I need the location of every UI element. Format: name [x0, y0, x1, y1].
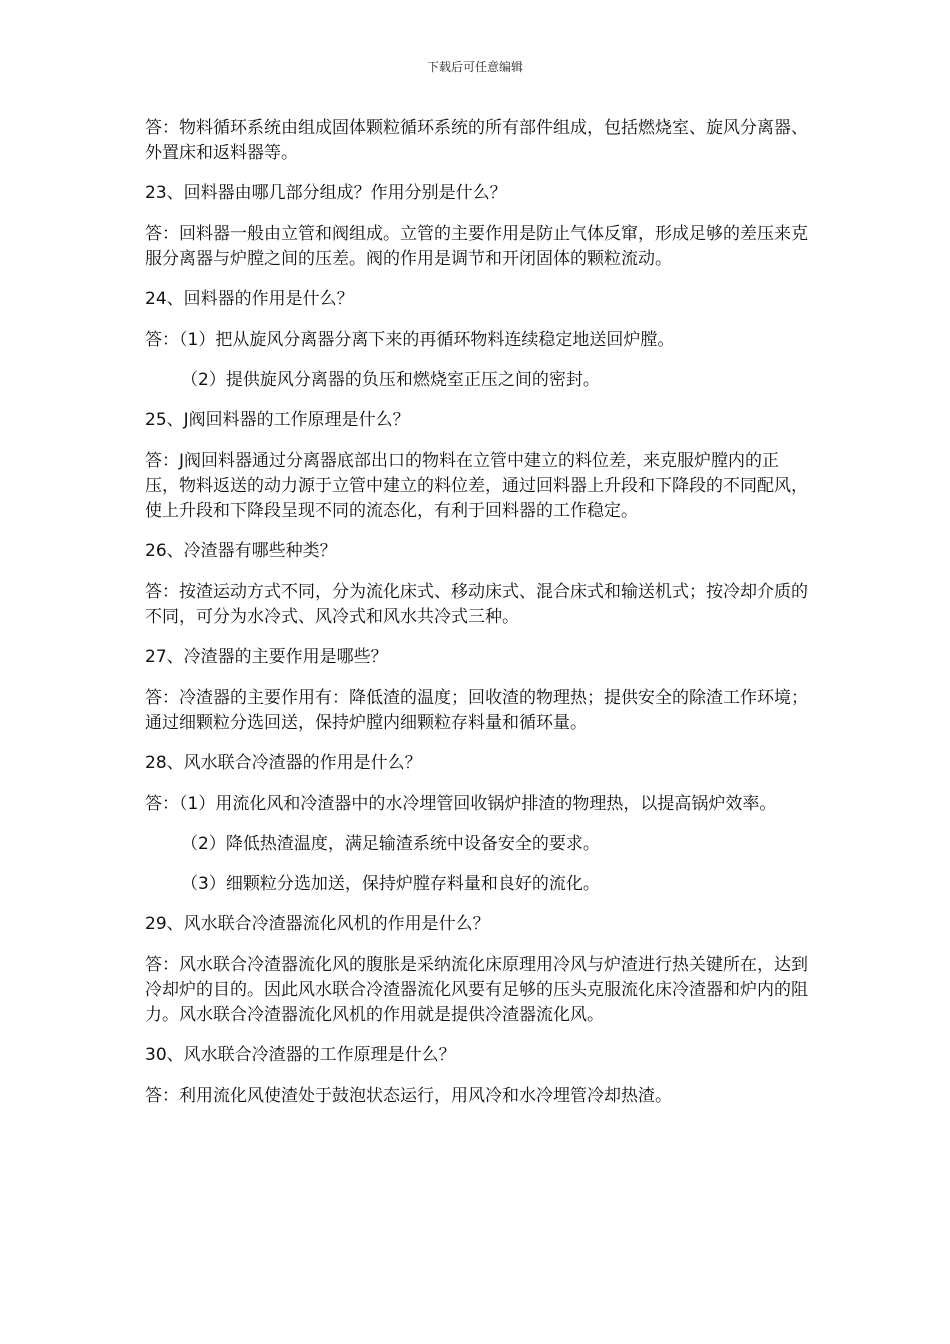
answer-paragraph: 答：（1）把从旋风分离器分离下来的再循环物料连续稳定地送回炉膛。 — [145, 330, 675, 350]
question-26: 26、冷渣器有哪些种类？ — [145, 541, 337, 561]
answer-paragraph: 答：冷渣器的主要作用有：降低渣的温度；回收渣的物理热；提供安全的除渣工作环境；通过细颗粒分选回送，保持炉膛内细颗粒存料量和循环量。 — [145, 688, 808, 733]
question-24: 24、回料器的作用是什么？ — [145, 289, 354, 309]
page-header: 下载后可任意编辑 — [426, 60, 523, 74]
answer-paragraph: 答：（1）用流化风和冷渣器中的水冷埋管回收锅炉排渣的物理热，以提高锅炉效率。 — [145, 794, 777, 814]
answer-paragraph: 答：按渣运动方式不同，分为流化床式、移动床式、混合床式和输送机式；按冷却介质的不同，可分为水冷式、风冷式和风水共冷式三种。 — [145, 582, 808, 627]
document-body — [145, 116, 810, 1124]
answer-list-item: （2）降低热渣温度，满足输渣系统中设备安全的要求。 — [181, 834, 600, 854]
question-23: 23、回料器由哪几部分组成？作用分别是什么？ — [145, 183, 507, 203]
answer-paragraph: 答：物料循环系统由组成固体颗粒循环系统的所有部件组成，包括燃烧室、旋风分离器、外置床和返料器等。 — [145, 118, 808, 163]
answer-paragraph: 答：风水联合冷渣器流化风的腹胀是采纳流化床原理用冷风与炉渣进行热关键所在，达到冷却炉的目的。因此风水联合冷渣器流化风要有足够的压头克服流化床冷渣器和炉内的阻力。风水联合冷渣器流化风机的作用就是提供冷渣器流化风。 — [145, 955, 808, 1025]
answer-list-item: （3）细颗粒分选加送，保持炉膛存料量和良好的流化。 — [181, 874, 600, 894]
answer-paragraph: 答：利用流化风使渣处于鼓泡状态运行，用风冷和水冷埋管冷却热渣。 — [145, 1086, 672, 1106]
question-27: 27、冷渣器的主要作用是哪些？ — [145, 647, 388, 667]
answer-paragraph: 答：回料器一般由立管和阀组成。立管的主要作用是防止气体反窜，形成足够的差压来克服分离器与炉膛之间的压差。阀的作用是调节和开闭固体的颗粒流动。 — [145, 224, 808, 269]
answer-list-item: （2）提供旋风分离器的负压和燃烧室正压之间的密封。 — [181, 370, 600, 390]
question-28: 28、风水联合冷渣器的作用是什么？ — [145, 753, 422, 773]
answer-paragraph: 答：J阀回料器通过分离器底部出口的物料在立管中建立的料位差，来克服炉膛内的正压，物料返送的动力源于立管中建立的料位差，通过回料器上升段和下降段的不同配风，使上升段和下降段呈现不同的流态化，有利于回料器的工作稳定。 — [145, 451, 808, 521]
question-29: 29、风水联合冷渣器流化风机的作用是什么？ — [145, 914, 490, 934]
question-30: 30、风水联合冷渣器的工作原理是什么？ — [145, 1045, 456, 1065]
question-25: 25、J阀回料器的工作原理是什么？ — [145, 410, 410, 430]
